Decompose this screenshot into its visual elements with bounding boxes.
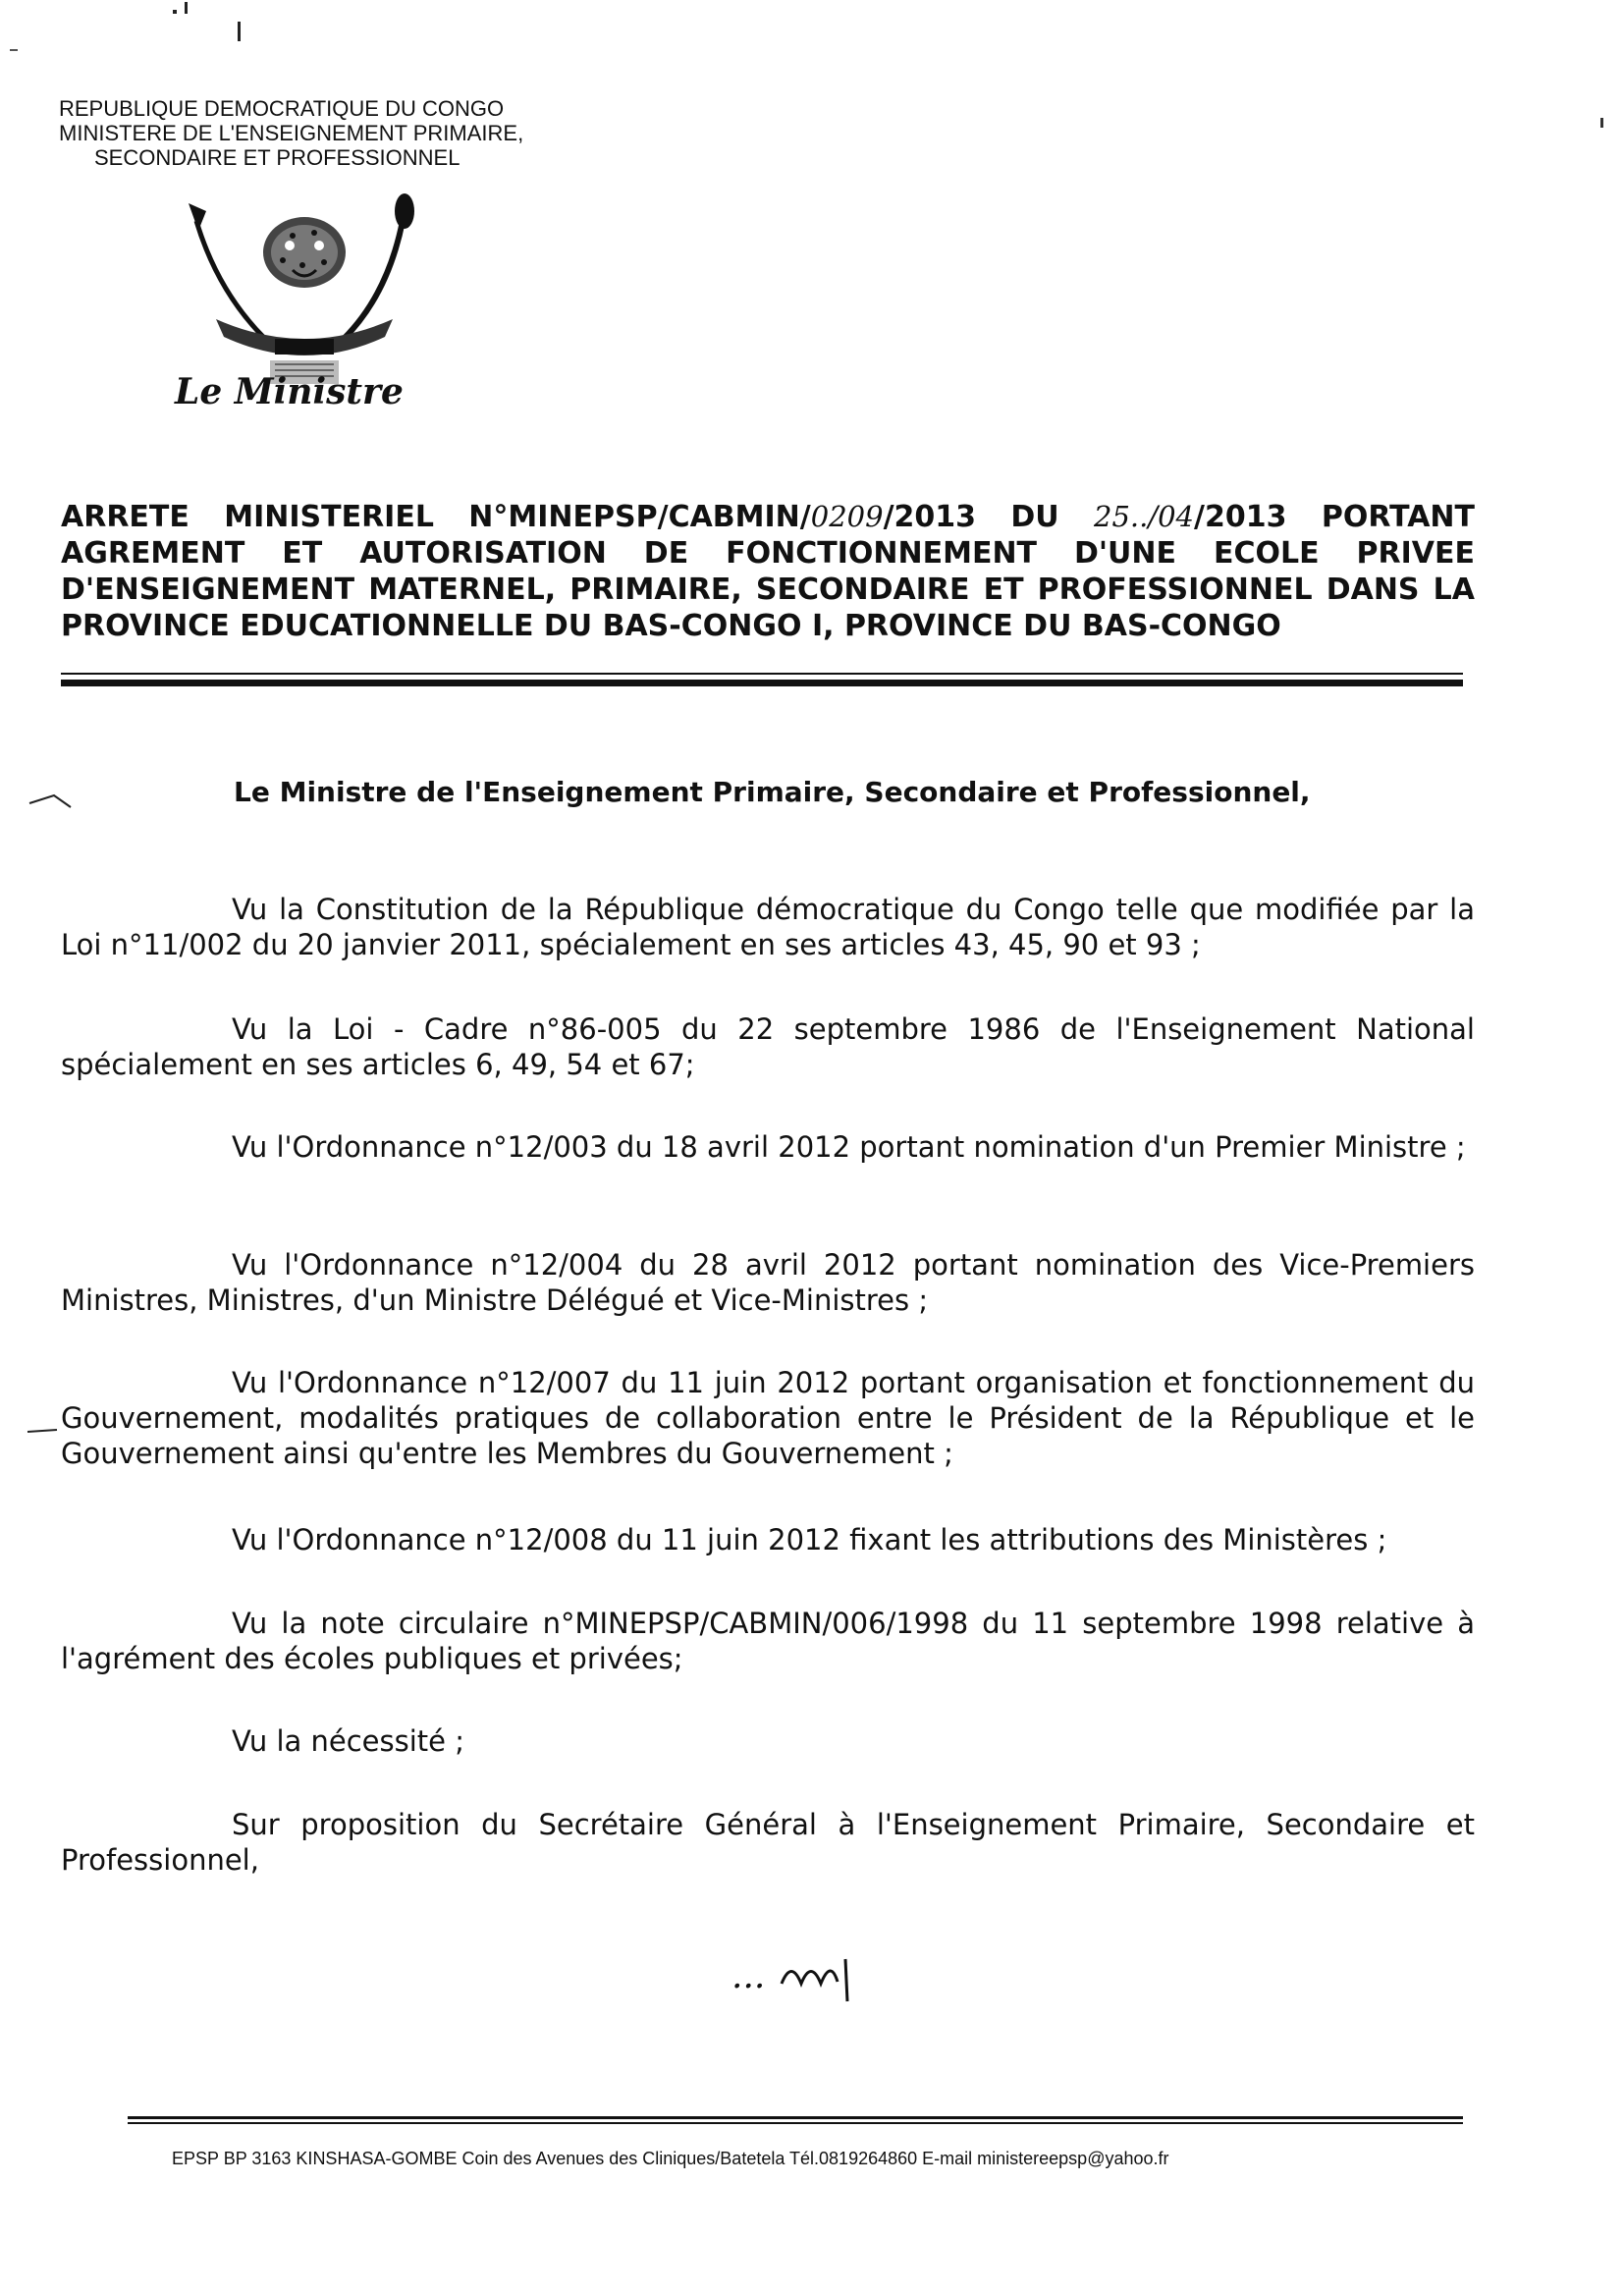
footer-rule-top bbox=[128, 2116, 1463, 2119]
consideration-8: Vu la nécessité ; bbox=[232, 1724, 464, 1758]
letterhead-line-1: REPUBLIQUE DEMOCRATIQUE DU CONGO bbox=[59, 96, 505, 121]
footer-rule-bottom bbox=[128, 2122, 1463, 2124]
title-part-1: ARRETE MINISTERIEL N°MINEPSP/CABMIN/ bbox=[61, 500, 811, 534]
title-underline-thin bbox=[61, 673, 1463, 675]
initials-scribble-icon bbox=[777, 1954, 865, 2003]
title-part-3: /2013 PORTANT AGREMENT ET AUTORISATION DE FONCTIONNEMENT D'UNE ECOLE PRIVEE D'ENSEIGNEMENT MATERNEL, PRIMAIRE, SECONDAIRE ET PROFESSIONNEL DANS LA PROVINCE EDUCATIONNELLE DU BAS-CONGO I, PROVINCE DU BAS-CONGO bbox=[61, 500, 1475, 643]
consideration-1: Vu la Constitution de la République démocratique du Congo telle que modifiée par la Loi n°11/002 du 20 janvier 2011, spécialement en ses articles 43, 45, 90 et 93 ; bbox=[61, 893, 1475, 961]
consideration-2: Vu la Loi - Cadre n°86-005 du 22 septembre 1986 de l'Enseignement National spécialement en ses articles 6, 49, 54 et 67; bbox=[61, 1012, 1475, 1081]
title-underline-thick bbox=[61, 680, 1463, 686]
minister-signature-block: Le Ministre bbox=[175, 371, 404, 412]
decree-date-handwritten: 25../04 bbox=[1094, 500, 1195, 533]
intro-line: Le Ministre de l'Enseignement Primaire, Secondaire et Professionnel, bbox=[234, 776, 1311, 808]
handwritten-initials bbox=[731, 1954, 865, 2003]
consideration-5: Vu l'Ordonnance n°12/007 du 11 juin 2012 portant organisation et fonctionnement du Gouvernement, modalités pratiques de collaboration entre le Président de la République et le Gouvernement ainsi qu'entre les Membres du Gouvernement ; bbox=[61, 1366, 1475, 1470]
consideration-7: Vu la note circulaire n°MINEPSP/CABMIN/006/1998 du 11 septembre 1998 relative à l'agrément des écoles publiques et privées; bbox=[61, 1607, 1475, 1675]
title-part-2: /2013 DU bbox=[883, 500, 1094, 534]
initials-dots: ... bbox=[731, 1956, 766, 1996]
letterhead-line-2: MINISTERE DE L'ENSEIGNEMENT PRIMAIRE, bbox=[59, 121, 524, 145]
consideration-6: Vu l'Ordonnance n°12/008 du 11 juin 2012 fixant les attributions des Ministères ; bbox=[232, 1523, 1387, 1556]
decree-title bbox=[61, 499, 1475, 644]
consideration-4: Vu l'Ordonnance n°12/004 du 28 avril 2012 portant nomination des Vice-Premiers Ministres, Ministres, d'un Ministre Délégué et Vice-Ministres ; bbox=[61, 1248, 1475, 1317]
letterhead-line-3: SECONDAIRE ET PROFESSIONNEL bbox=[94, 145, 460, 170]
letterhead bbox=[59, 96, 523, 170]
consideration-3: Vu l'Ordonnance n°12/003 du 18 avril 2012 portant nomination d'un Premier Ministre ; bbox=[232, 1130, 1466, 1164]
decree-number-handwritten: 0209 bbox=[810, 500, 884, 533]
consideration-9: Sur proposition du Secrétaire Général à l'Enseignement Primaire, Secondaire et Professionnel, bbox=[61, 1808, 1475, 1877]
footer-contact: EPSP BP 3163 KINSHASA-GOMBE Coin des Avenues des Cliniques/Batetela Tél.0819264860 E-mail ministereepsp@yahoo.fr bbox=[172, 2149, 1169, 2168]
coat-of-arms-icon bbox=[177, 191, 432, 388]
